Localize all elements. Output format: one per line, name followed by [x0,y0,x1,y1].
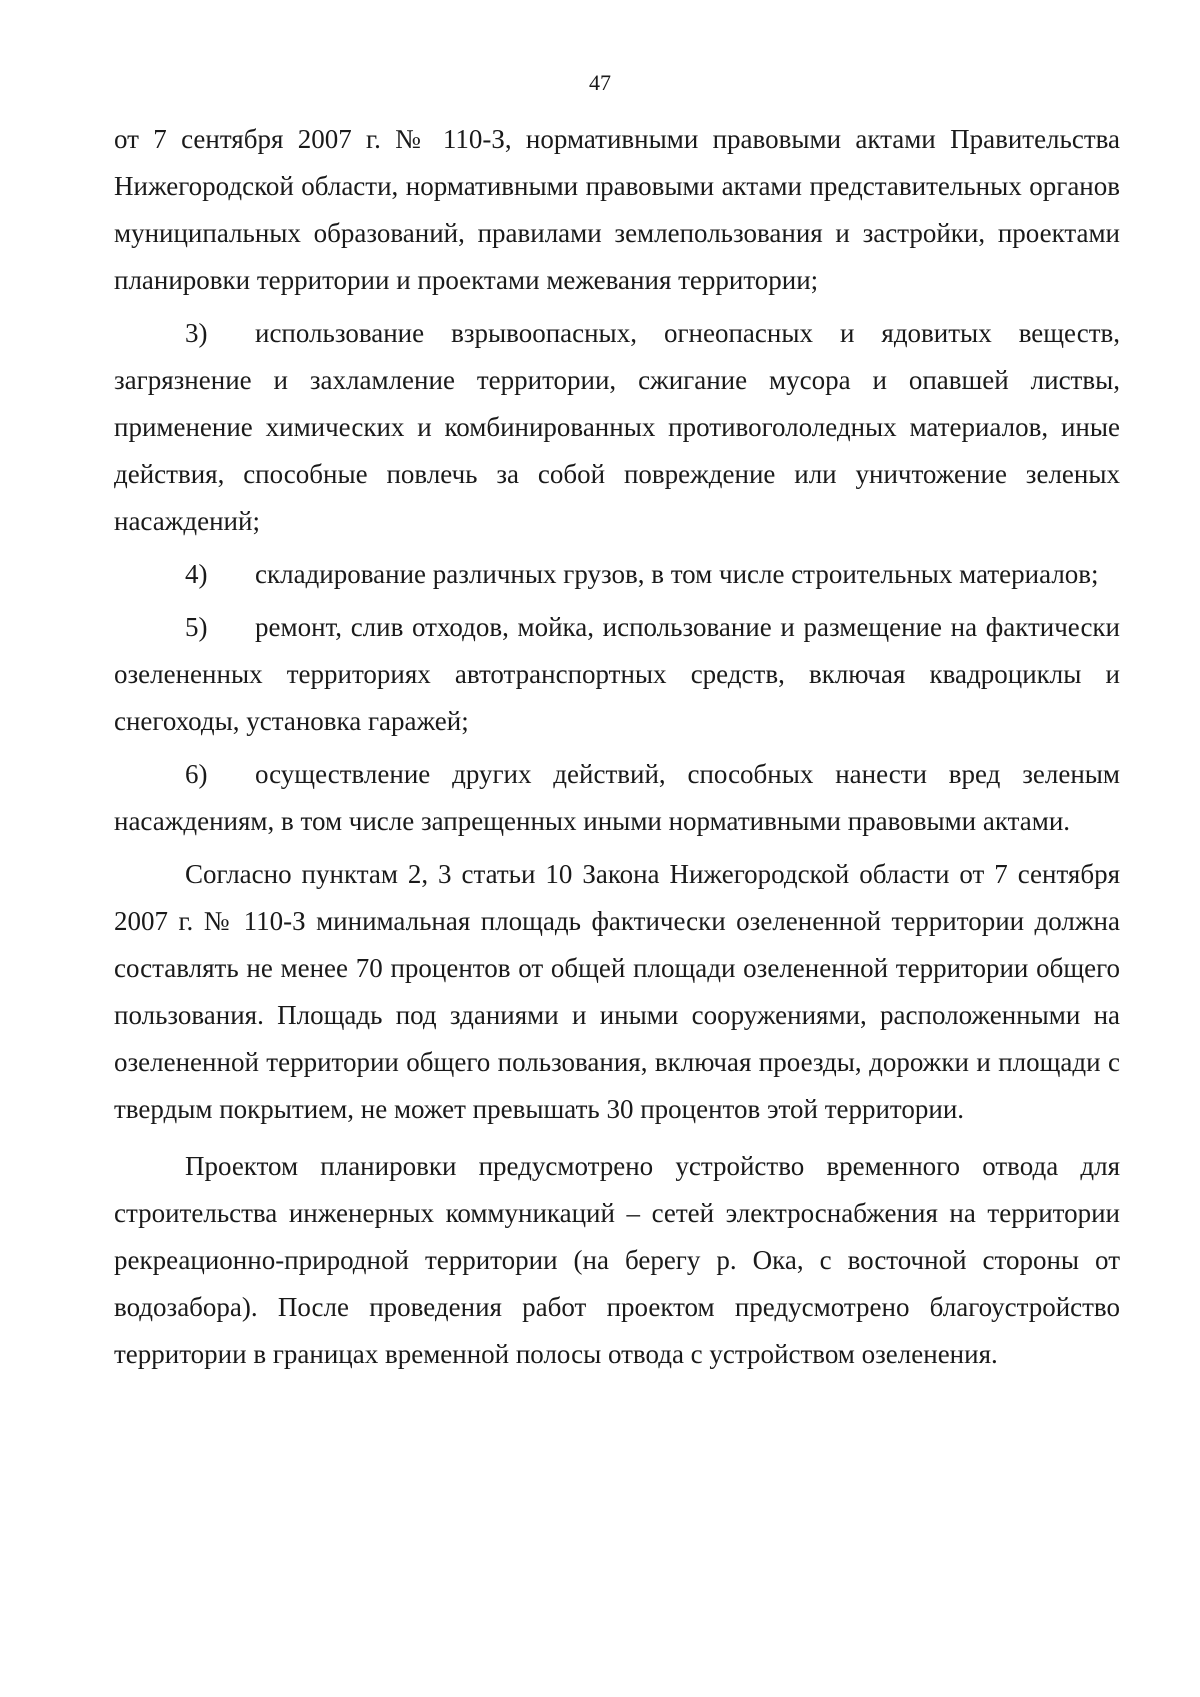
list-item-4 [114,551,1120,598]
paragraph-law-reference: Согласно пунктам 2, 3 статьи 10 Закона Нижегородской области от 7 сентября 2007 г. № 110-З минимальная площадь фактически озелененной территории должна составлять не менее 70 процентов от общей площади озелененной территории общего пользования. Площадь под зданиями и иными сооружениями, расположенными на озелененной территории общего пользования, включая проезды, дорожки и площади с твердым покрытием, не может превышать 30 процентов этой территории. [114,859,1120,1124]
list-item-number: 4) [185,559,208,589]
list-item-number: 6) [185,759,208,789]
list-item-6 [114,751,1120,845]
list-item-text: осуществление других действий, способных нанести вред зеленым насаждениям, в том числе запрещенных иными нормативными правовыми актами. [114,759,1120,836]
list-item-text: ремонт, слив отходов, мойка, использование и размещение на фактически озелененных территориях автотранспортных средств, включая квадроциклы и снегоходы, установка гаражей; [114,612,1120,736]
list-item-text: использование взрывоопасных, огнеопасных и ядовитых веществ, загрязнение и захламление территории, сжигание мусора и опавшей листвы, применение химических и комбинированных противогололедных материалов, иные действия, способные повлечь за собой повреждение или уничтожение зеленых насаждений; [114,318,1120,536]
list-item-5 [114,604,1120,745]
list-item-number: 3) [185,318,208,348]
list-item-3 [114,310,1120,545]
paragraph-planning-project: Проектом планировки предусмотрено устройство временного отвода для строительства инженерных коммуникаций – сетей электроснабжения на территории рекреационно-природной территории (на берегу р. Ока, с восточной стороны от водозабора). После проведения работ проектом предусмотрено благоустройство территории в границах временной полосы отвода с устройством озеленения. [114,1151,1120,1369]
paragraph-continuation: от 7 сентября 2007 г. № 110-З, нормативными правовыми актами Правительства Нижегородской области, нормативными правовыми актами представительных органов муниципальных образований, правилами землепользования и застройки, проектами планировки территории и проектами межевания территории; [114,124,1120,295]
list-item-number: 5) [185,612,208,642]
page-number: 47 [589,70,611,95]
document-body [114,116,1120,1378]
list-item-text: складирование различных грузов, в том числе строительных материалов; [255,559,1099,589]
